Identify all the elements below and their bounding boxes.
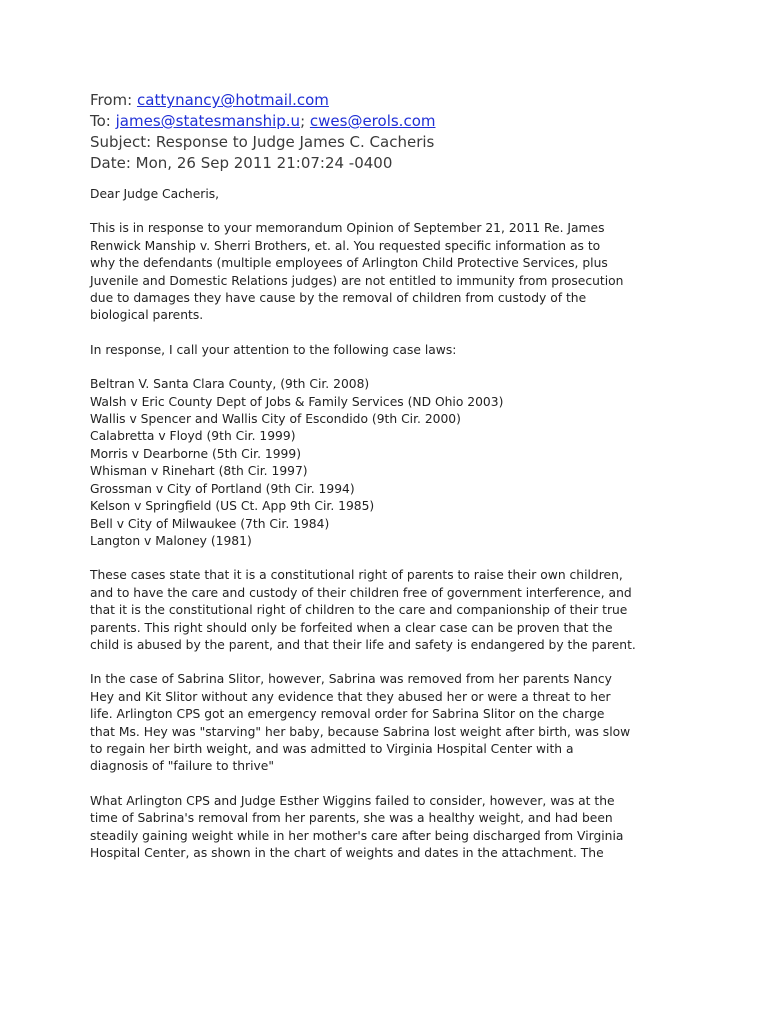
from-label: From: [90, 91, 137, 109]
intro-line: why the defendants (multiple employees of Arlington Child Protective Services, plus [90, 256, 608, 271]
date-line: Date: Mon, 26 Sep 2011 21:07:24 -0400 [90, 154, 393, 172]
rights-line: that it is the constitutional right of children to the care and companionship of their true [90, 603, 628, 618]
case-law-list [90, 376, 730, 550]
email-document [90, 90, 730, 879]
intro-paragraph [90, 220, 730, 324]
failed-line: steadily gaining weight while in her mother's care after being discharged from Virginia [90, 828, 624, 843]
salutation: Dear Judge Cacheris, [90, 187, 220, 201]
from-address-link[interactable]: cattynancy@hotmail.com [137, 91, 329, 109]
case-law-item: Bell v City of Milwaukee (7th Cir. 1984) [90, 516, 330, 531]
intro-line: This is in response to your memorandum Opinion of September 21, 2011 Re. James [90, 221, 605, 236]
to-address-link-2[interactable]: cwes@erols.com [309, 112, 436, 130]
rights-paragraph [90, 567, 730, 654]
case-law-item: Morris v Dearborne (5th Cir. 1999) [90, 446, 301, 461]
slitor-line: to regain her birth weight, and was admitted to Virginia Hospital Center with a [90, 741, 574, 756]
rights-line: and to have the care and custody of their children free of government interference, and [90, 585, 632, 600]
to-row [90, 111, 730, 132]
to-label: To: [90, 112, 116, 130]
case-law-item: Kelson v Springfield (US Ct. App 9th Cir. 1985) [90, 499, 375, 514]
slitor-line: that Ms. Hey was "starving" her baby, because Sabrina lost weight after birth, was slow [90, 724, 631, 739]
case-law-item: Walsh v Eric County Dept of Jobs & Family Services (ND Ohio 2003) [90, 394, 504, 409]
slitor-line: diagnosis of "failure to thrive" [90, 759, 275, 774]
intro-line: Renwick Manship v. Sherri Brothers, et. al. You requested specific information as to [90, 238, 601, 253]
case-law-item: Grossman v City of Portland (9th Cir. 1994) [90, 481, 355, 496]
rights-line: These cases state that it is a constitutional right of parents to raise their own children, [90, 568, 623, 583]
intro-line: due to damages they have cause by the removal of children from custody of the [90, 291, 587, 306]
intro-line: biological parents. [90, 308, 204, 323]
to-separator: ; [300, 112, 310, 130]
to-address-link-1[interactable]: james@statesmanship.u [115, 112, 301, 130]
intro-line: Juvenile and Domestic Relations judges) are not entitled to immunity from prosecution [90, 273, 624, 288]
from-row [90, 90, 730, 111]
case-law-item: Langton v Maloney (1981) [90, 533, 252, 548]
failed-line: Hospital Center, as shown in the chart of weights and dates in the attachment. The [90, 846, 604, 860]
case-law-item: Calabretta v Floyd (9th Cir. 1999) [90, 429, 296, 444]
failed-line: What Arlington CPS and Judge Esther Wiggins failed to consider, however, was at the [90, 793, 615, 808]
subject-line: Subject: Response to Judge James C. Cacheris [90, 133, 435, 151]
response-intro: In response, I call your attention to the following case laws: [90, 342, 457, 357]
slitor-paragraph [90, 671, 730, 775]
slitor-line: Hey and Kit Slitor without any evidence that they abused her or were a threat to her [90, 689, 611, 704]
slitor-line: In the case of Sabrina Slitor, however, Sabrina was removed from her parents Nancy [90, 672, 612, 687]
case-law-item: Beltran V. Santa Clara County, (9th Cir. 2008) [90, 377, 370, 392]
case-law-item: Whisman v Rinehart (8th Cir. 1997) [90, 464, 308, 479]
email-header [90, 90, 730, 174]
slitor-line: life. Arlington CPS got an emergency removal order for Sabrina Slitor on the charge [90, 707, 605, 722]
rights-line: parents. This right should only be forfeited when a clear case can be proven that the [90, 620, 613, 635]
case-law-item: Wallis v Spencer and Wallis City of Escondido (9th Cir. 2000) [90, 412, 461, 427]
letter-body [90, 186, 730, 862]
failed-to-consider-paragraph [90, 793, 730, 863]
failed-line: time of Sabrina's removal from her parents, she was a healthy weight, and had been [90, 811, 613, 826]
rights-line: child is abused by the parent, and that their life and safety is endangered by the parent. [90, 637, 636, 652]
